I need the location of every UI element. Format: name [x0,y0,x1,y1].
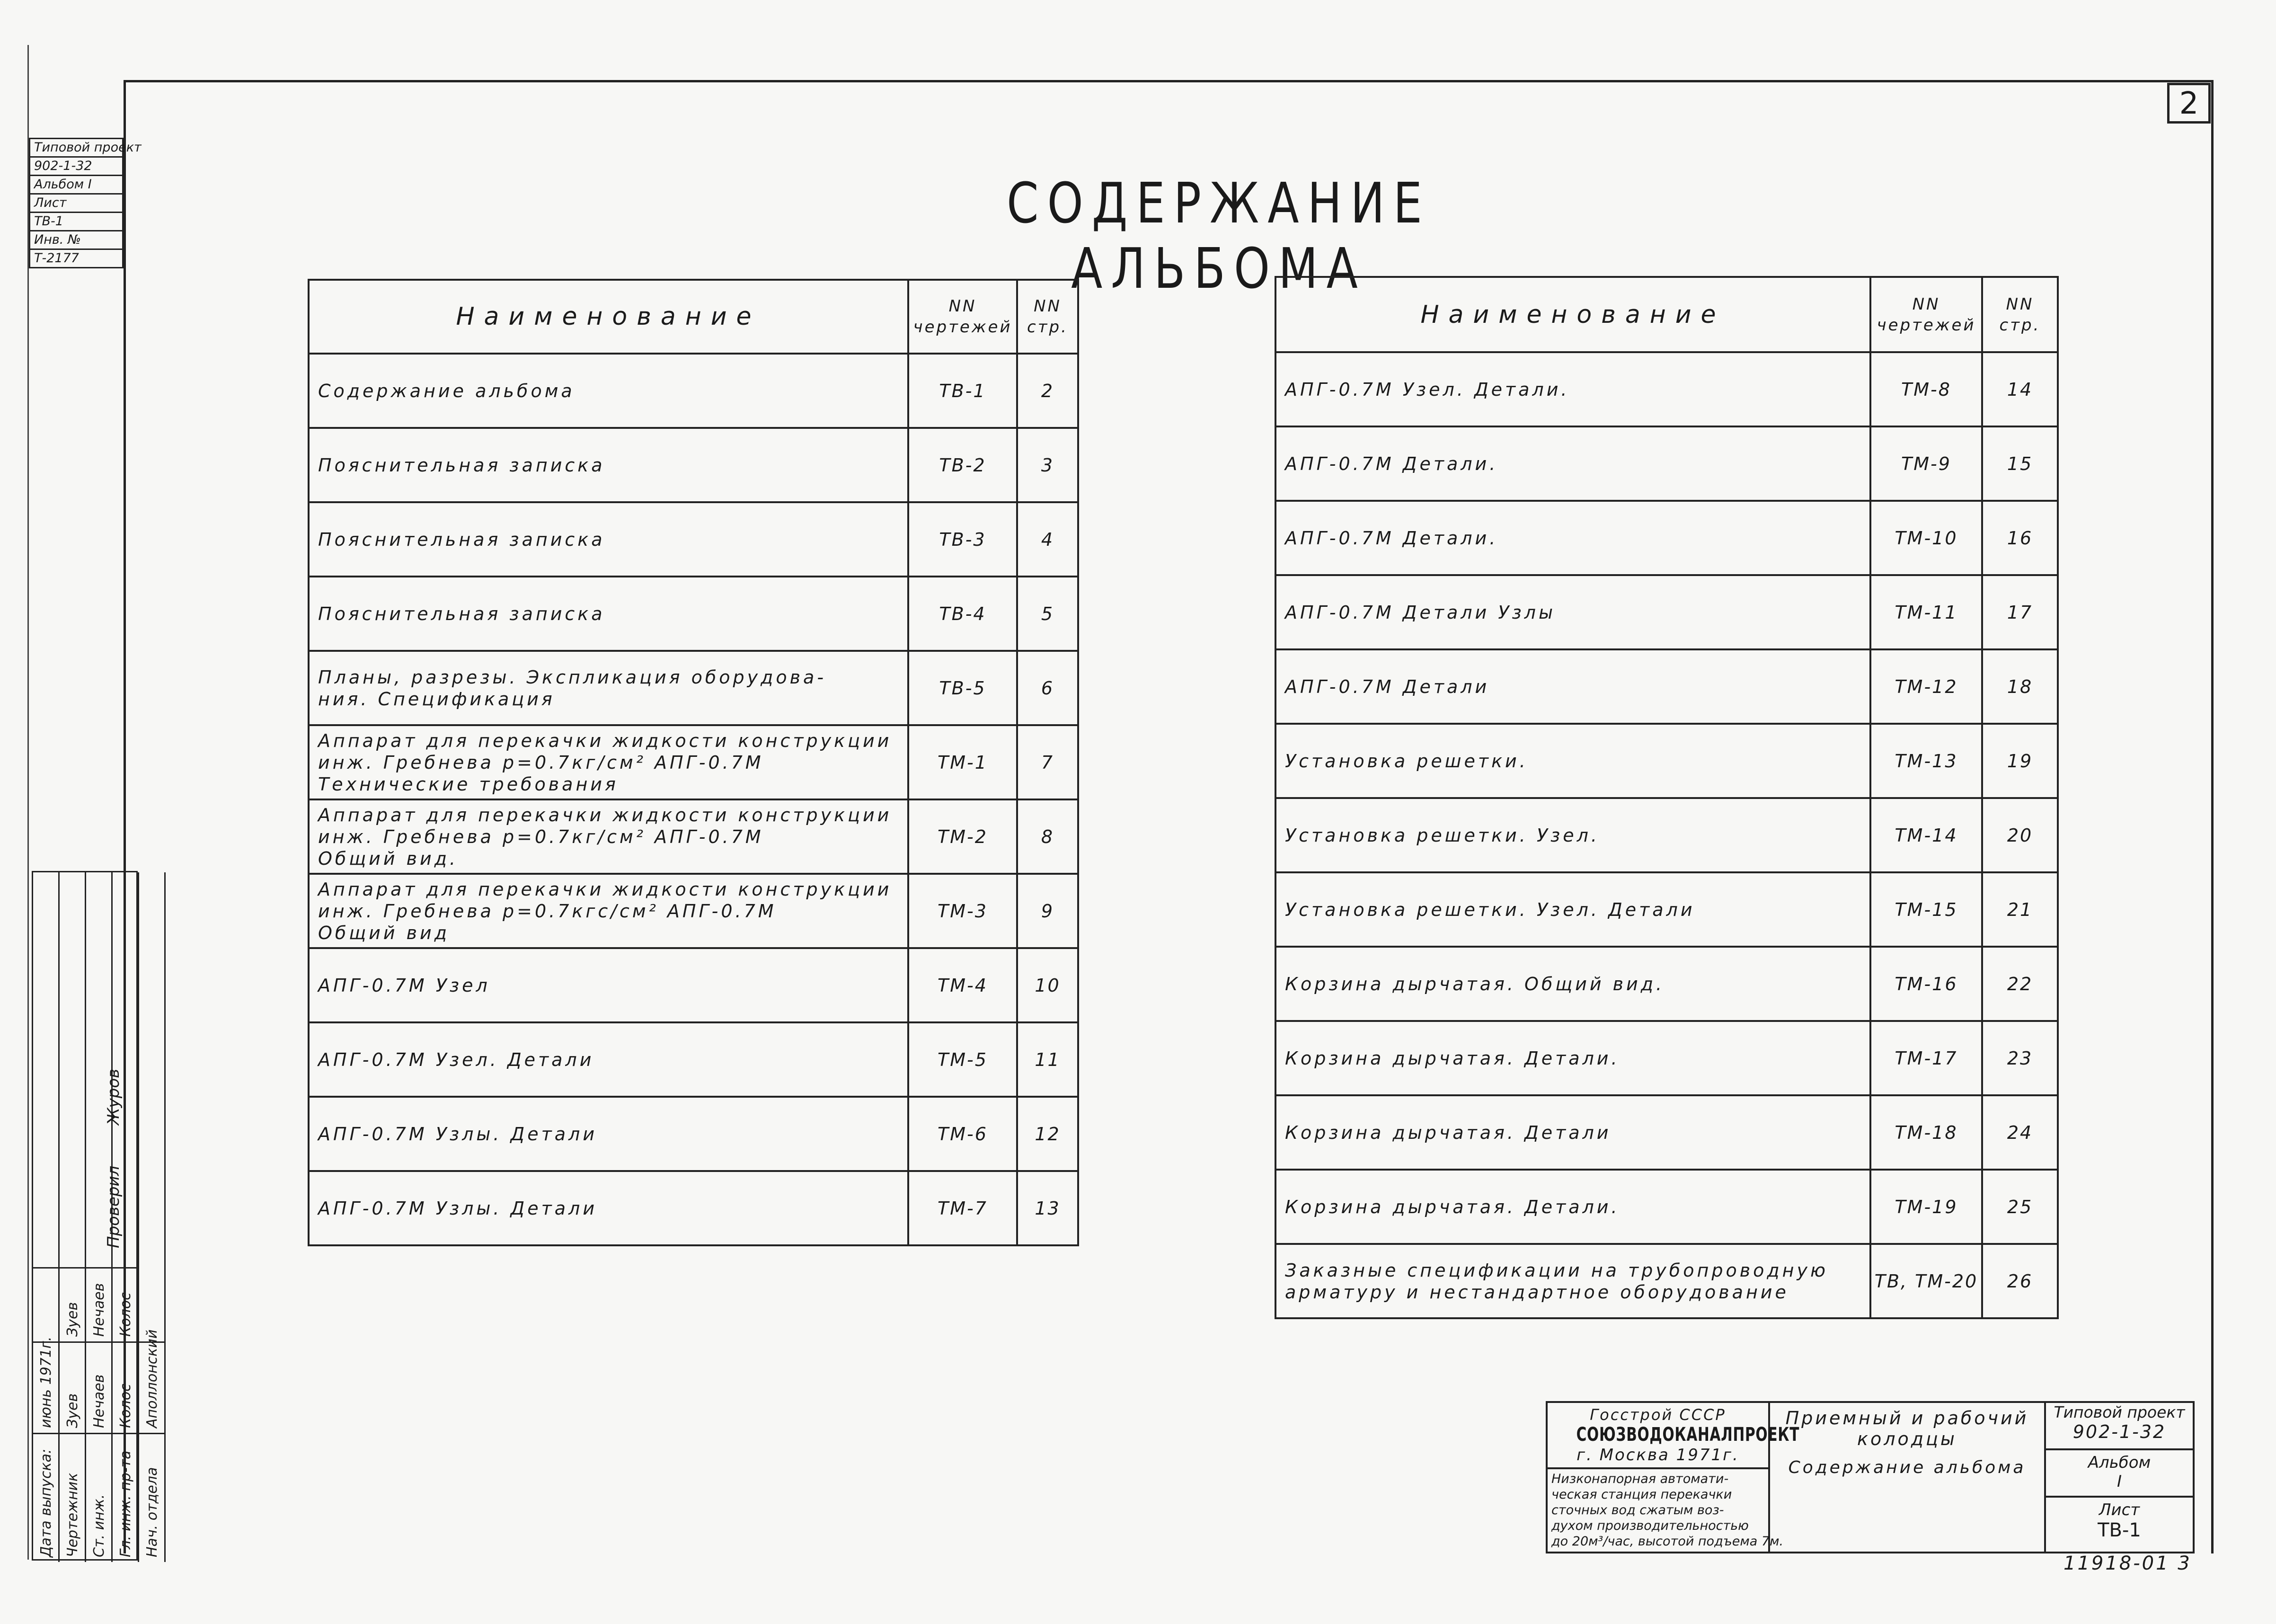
checked-name: Журов [104,1068,123,1125]
row-page-number: 19 [1982,724,2058,798]
row-page-number: 8 [1017,799,1078,874]
table-row [1275,798,2058,872]
contents-table-left [308,279,1079,1246]
signature-role: Ст. инж. [86,1433,111,1562]
sheet-title: Содержание альбома [1788,1458,2026,1477]
row-page-number: 5 [1017,577,1078,651]
signature-row [139,872,166,1562]
table-row [1275,1021,2058,1095]
signature-name: Зуев [60,1341,85,1433]
table-row [309,1022,1078,1097]
row-drawing-number: ТМ-6 [908,1097,1017,1171]
table-row [309,428,1078,502]
table-row [309,1171,1078,1245]
column-header-page: NN стр. [1017,280,1078,354]
row-page-number: 15 [1982,426,2058,501]
title-block [1546,1401,2195,1553]
table-row [309,874,1078,948]
row-page-number: 9 [1017,874,1078,948]
project-stamp-line: Альбом I [30,176,122,195]
row-drawing-number: ТМ-16 [1870,947,1982,1021]
table-row [1275,575,2058,649]
row-drawing-number: ТВ-4 [908,577,1017,651]
row-page-number: 21 [1982,872,2058,947]
row-title: АПГ-0.7М Детали. [1275,501,1870,575]
signature-name: Нечаев [86,1341,111,1433]
table-row [309,354,1078,428]
row-drawing-number: ТВ-1 [908,354,1017,428]
title-block-description [1548,1469,1784,1552]
row-page-number: 23 [1982,1021,2058,1095]
row-drawing-number: ТМ-9 [1870,426,1982,501]
signature-role: Гл. инж. пр-та [113,1433,138,1562]
row-page-number: 6 [1017,651,1078,725]
row-page-number: 7 [1017,725,1078,799]
column-header-name: Наименование [1275,277,1870,352]
title-block-sheet: Лист ТВ-1 [2098,1500,2141,1541]
row-page-number: 24 [1982,1095,2058,1170]
row-drawing-number: ТМ-11 [1870,575,1982,649]
description-line: сточных вод сжатым воз- [1551,1503,1724,1518]
row-drawing-number: ТМ-4 [908,948,1017,1022]
table-row [309,502,1078,577]
signature-block [32,871,160,1561]
description-line: духом производительностью [1551,1518,1749,1533]
row-title: АПГ-0.7М Узлы. Детали [309,1097,908,1171]
row-page-number: 4 [1017,502,1078,577]
row-page-number: 25 [1982,1170,2058,1244]
row-drawing-number: ТМ-1 [908,725,1017,799]
checked-by [33,871,139,1269]
row-title: Содержание альбома [309,354,908,428]
table-row [1275,1095,2058,1170]
row-title: Аппарат для перекачки жидкости конструкции инж. Гребнева р=0.7кг/см² АПГ-0.7М Технические требования [309,725,908,799]
row-drawing-number: ТМ-7 [908,1171,1017,1245]
row-title: АПГ-0.7М Детали Узлы [1275,575,1870,649]
signature-role: Нач. отдела [139,1433,164,1562]
row-drawing-number: ТВ-3 [908,502,1017,577]
row-title: Корзина дырчатая. Общий вид. [1275,947,1870,1021]
row-title: АПГ-0.7М Детали. [1275,426,1870,501]
row-title: Пояснительная записка [309,502,908,577]
row-drawing-number: ТМ-18 [1870,1095,1982,1170]
title-block-object: Приемный и рабочий колодцы Содержание альбома [1770,1403,2046,1552]
signature-sign [33,1337,58,1341]
row-page-number: 10 [1017,948,1078,1022]
signature-sign: Колос [117,1292,134,1337]
row-page-number: 12 [1017,1097,1078,1171]
row-drawing-number: ТМ-2 [908,799,1017,874]
row-title: Аппарат для перекачки жидкости конструкции инж. Гребнева р=0.7кг/см² АПГ-0.7М Общий вид. [309,799,908,874]
row-page-number: 13 [1017,1171,1078,1245]
row-title: Планы, разрезы. Экспликация оборудова- ния. Спецификация [309,651,908,725]
row-title: Корзина дырчатая. Детали [1275,1095,1870,1170]
signature-role: Чертежник [60,1433,85,1562]
row-title: АПГ-0.7М Узлы. Детали [309,1171,908,1245]
row-title: Пояснительная записка [309,428,908,502]
row-page-number: 17 [1982,575,2058,649]
row-page-number: 14 [1982,352,2058,426]
row-title: Установка решетки. Узел. Детали [1275,872,1870,947]
row-page-number: 22 [1982,947,2058,1021]
row-page-number: 16 [1982,501,2058,575]
project-stamp-line: 902-1-32 [30,158,122,176]
sheet-number: 2 [2167,83,2211,124]
column-header-name: Наименование [309,280,908,354]
row-title: АПГ-0.7М Узел. Детали. [1275,352,1870,426]
row-title: Аппарат для перекачки жидкости конструкции инж. Гребнева р=0.7кгс/см² АПГ-0.7М Общий вид [309,874,908,948]
row-page-number: 20 [1982,798,2058,872]
project-stamp-line: Типовой проект [30,139,122,158]
table-row [1275,501,2058,575]
row-title: Заказные спецификации на трубопроводную арматуру и нестандартное оборудование [1275,1244,1870,1318]
row-drawing-number: ТМ-12 [1870,649,1982,724]
table-row [309,1097,1078,1171]
contents-table-right [1275,276,2059,1319]
row-title: Установка решетки. Узел. [1275,798,1870,872]
checked-label: Проверил [104,1165,123,1248]
signature-name: июнь 1971г. [33,1341,58,1433]
row-page-number: 2 [1017,354,1078,428]
row-drawing-number: ТМ-10 [1870,501,1982,575]
row-title: Корзина дырчатая. Детали. [1275,1170,1870,1244]
row-page-number: 18 [1982,649,2058,724]
row-title: АПГ-0.7М Узел [309,948,908,1022]
row-page-number: 3 [1017,428,1078,502]
row-title: Корзина дырчатая. Детали. [1275,1021,1870,1095]
table-row [1275,947,2058,1021]
signature-role: Дата выпуска: [33,1433,58,1562]
table-row [1275,1244,2058,1318]
description-line: до 20м³/час, высотой подъема 7м. [1551,1534,1784,1549]
table-row [309,725,1078,799]
row-drawing-number: ТМ-8 [1870,352,1982,426]
project-stamp-line: Т-2177 [34,251,79,266]
row-drawing-number: ТМ-14 [1870,798,1982,872]
row-drawing-number: ТВ-5 [908,651,1017,725]
row-title: АПГ-0.7М Детали [1275,649,1870,724]
row-drawing-number: ТМ-13 [1870,724,1982,798]
row-title: АПГ-0.7М Узел. Детали [309,1022,908,1097]
table-row [1275,426,2058,501]
project-stamp-line: Лист [30,195,122,213]
page-title: СОДЕРЖАНИЕ АЛЬБОМА [1007,170,1431,301]
table-row [309,799,1078,874]
project-stamp-line: ТВ-1 [30,213,122,231]
table-row [309,948,1078,1022]
description-line: Низконапорная автомати- [1551,1472,1729,1486]
signature-sign: Нечаев [91,1283,107,1337]
row-drawing-number: ТМ-19 [1870,1170,1982,1244]
row-drawing-number: ТМ-3 [908,874,1017,948]
row-title: Пояснительная записка [309,577,908,651]
title-block-album: Альбом I [2046,1450,2193,1498]
outer-margin-line [27,45,29,1560]
table-row [309,577,1078,651]
row-page-number: 11 [1017,1022,1078,1097]
table-row [1275,872,2058,947]
row-drawing-number: ТВ, ТМ-20 [1870,1244,1982,1318]
signature-sign: Зуев [64,1302,81,1337]
table-row [1275,649,2058,724]
archive-number: 11918-01 3 [2063,1553,2192,1574]
title-block-organization: Госстрой СССР СОЮЗВОДОКАНАЛПРОЕКТ г. Москва 1971г. [1548,1403,1770,1469]
row-drawing-number: ТМ-15 [1870,872,1982,947]
column-header-drawing: NN чертежей [908,280,1017,354]
row-title: Установка решетки. [1275,724,1870,798]
row-page-number: 26 [1982,1244,2058,1318]
row-drawing-number: ТМ-17 [1870,1021,1982,1095]
table-row [1275,724,2058,798]
table-row [1275,352,2058,426]
project-stamp-line: Инв. № [30,231,122,250]
title-block-project: Типовой проект 902-1-32 [2046,1403,2193,1450]
column-header-page: NN стр. [1982,277,2058,352]
signature-name: Колос [113,1341,138,1433]
description-line: ческая станция перекачки [1551,1487,1732,1502]
column-header-drawing: NN чертежей [1870,277,1982,352]
signature-name: Аполлонский [139,1341,164,1433]
project-stamp [29,138,142,268]
row-drawing-number: ТВ-2 [908,428,1017,502]
row-drawing-number: ТМ-5 [908,1022,1017,1097]
signature-sign [139,1337,164,1341]
table-row [1275,1170,2058,1244]
table-row [309,651,1078,725]
